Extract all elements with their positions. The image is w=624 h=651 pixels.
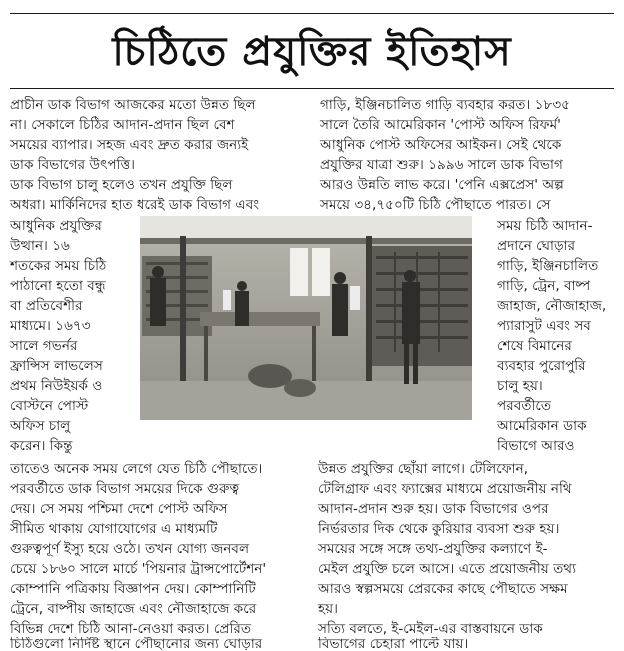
text-line: প্যারাসুট এবং সব xyxy=(497,318,591,334)
text-line: আরও উন্নতি লাভ করে। 'পেনি এক্সপ্রেস' অল্প xyxy=(320,177,564,193)
text-line: শেষে বিমানের xyxy=(497,338,572,354)
text-line: গাড়ি, ইঞ্জিনচালিত xyxy=(497,258,599,274)
post-office-photo xyxy=(140,216,472,420)
post-office-photo-illustration xyxy=(140,216,472,420)
text-line: ফ্রান্সিস লাভলেস xyxy=(10,358,103,374)
text-line: সত্যি বলতে, ই-মেইল-এর বাস্তবায়নে ডাক xyxy=(318,621,543,637)
text-line: জাহাজ, নৌজাহাজ, xyxy=(497,298,607,314)
text-line: তাতেও অনেক সময় লেগে যেত চিঠি পৌছাতে। xyxy=(10,461,263,477)
text-line: আধুনিক পোস্ট অফিসের আইকন। সেই থেকে xyxy=(320,137,562,153)
text-line: অফিস চালু xyxy=(10,418,71,434)
text-line: বিভাগের চেহারা পাল্টে যায়। xyxy=(318,637,469,651)
text-line: বিভাগে আরও xyxy=(497,438,575,454)
text-line: পরবর্তীতে ডাক বিভাগ সময়ের দিকে গুরুত্ব xyxy=(10,481,240,497)
text-line: সালে গভর্নর xyxy=(10,338,78,354)
text-line: প্রযুক্তির যাত্রা শুরু। ১৯৯৬ সালে ডাক বিভাগ xyxy=(320,157,563,173)
text-line: গুরুত্বপূর্ণ ইস্যু হয়ে ওঠে। তখন যোগ্য জনবল xyxy=(10,541,250,557)
text-line: চিঠিগুলো নির্দিষ্ট স্থানে পৌছানোর জন্য ঘোড়ার xyxy=(10,637,263,651)
text-line: টেলিগ্রাফ এবং ফ্যাক্সের মাধ্যমে প্রয়োজনীয় নথি xyxy=(318,481,572,497)
text-line: সময় চিঠি আদান- xyxy=(497,218,593,234)
text-line: অধরা। মার্কিনিদের হাত ধরেই ডাক বিভাগ এবং xyxy=(10,197,260,213)
text-line: চালু হয়। xyxy=(497,378,543,394)
text-line: সময়ের সঙ্গে সঙ্গে তথ্য-প্রযুক্তির কল্যাণে ই- xyxy=(318,541,548,557)
text-line: প্রদানে ঘোড়ার xyxy=(497,238,576,254)
text-line: উন্নত প্রযুক্তির ছোঁয়া লাগে। টেলিফোন, xyxy=(318,461,529,477)
text-line: বিভিন্ন দেশে চিঠি আনা-নেওয়া করত। প্রেরিত xyxy=(10,621,252,637)
text-line: পরবর্তীতে xyxy=(497,398,552,414)
text-line: ব্যবহার পুরোপুরি xyxy=(497,358,586,374)
text-line: নির্ভরতার দিক থেকে কুরিয়ার ব্যবসা শুরু হয়। xyxy=(318,521,560,537)
text-line: গাড়ি, ইঞ্জিনচালিত গাড়ি ব্যবহার করত। ১৮৩৫ xyxy=(320,97,570,113)
text-line: দেয়। সে সময় পশ্চিমা দেশে পোস্ট অফিস xyxy=(10,501,228,517)
text-line: সময়ের ব্যাপার। সহজ এবং দ্রুত করার জন্যই xyxy=(10,137,249,153)
text-line: মেইল প্রযুক্তি চলে আসে। এতে প্রয়োজনীয় তথ্য xyxy=(318,561,577,577)
text-line: সালে তৈরি আমেরিকান 'পোস্ট অফিস রিফর্ম' xyxy=(320,117,561,133)
text-line: কোম্পানি পত্রিকায় বিজ্ঞাপন দেয়। কোম্পানিটি xyxy=(10,581,256,597)
text-line: না। সেকালে চিঠির আদান-প্রদান ছিল বেশ xyxy=(10,117,235,133)
text-line: প্রথম নিউইয়র্ক ও xyxy=(10,378,103,394)
text-line: চেয়ে ১৮৬০ সালে মার্চে 'পিয়নার ট্রান্সপোর্টেশন' xyxy=(10,561,267,577)
text-line: ডাক বিভাগের উৎপত্তি। xyxy=(10,157,136,173)
text-line: করেন। কিন্তু xyxy=(10,438,73,454)
text-line: আদান-প্রদান শুরু হয়। ডাক বিভাগের ওপর xyxy=(318,501,549,517)
text-line: আধুনিক প্রযুক্তির xyxy=(10,218,102,234)
text-line: আরও স্বল্পসময়ে প্রেরকের কাছে পৌছাতে সক্ষম xyxy=(318,581,568,597)
text-line: উত্থান। ১৬ xyxy=(10,238,70,254)
text-line: ডাক বিভাগ চালু হলেও তখন প্রযুক্তি ছিল xyxy=(10,177,233,193)
text-line: বোস্টনে পোস্ট xyxy=(10,398,89,414)
text-line: মাধ্যমে। ১৬৭৩ xyxy=(10,318,91,334)
text-line: ট্রেনে, বাষ্পীয় জাহাজে এবং নৌজাহাজে করে xyxy=(10,601,257,617)
text-line: গাড়ি, ট্রেন, বাষ্প xyxy=(497,278,591,294)
text-line: শতকের সময় চিঠি xyxy=(10,258,107,274)
text-line: সীমিত থাকায় যোগাযোগের এ মাধ্যমটি xyxy=(10,521,218,537)
text-line: হয়। xyxy=(318,601,339,617)
text-line: সময়ে ৩৪,৭৫০টি চিঠি পৌছাতে পারত। সে xyxy=(320,197,551,213)
title-rule xyxy=(10,88,614,89)
text-line: পাঠানো হতো বন্ধু xyxy=(10,278,106,294)
text-line: বা প্রতিবেশীর xyxy=(10,298,83,314)
article-title: চিঠিতে প্রযুক্তির ইতিহাস xyxy=(112,29,512,75)
text-line: প্রাচীন ডাক বিভাগ আজকের মতো উন্নত ছিল xyxy=(10,97,256,113)
text-line: আমেরিকান ডাক xyxy=(497,418,587,434)
top-rule xyxy=(10,13,614,14)
